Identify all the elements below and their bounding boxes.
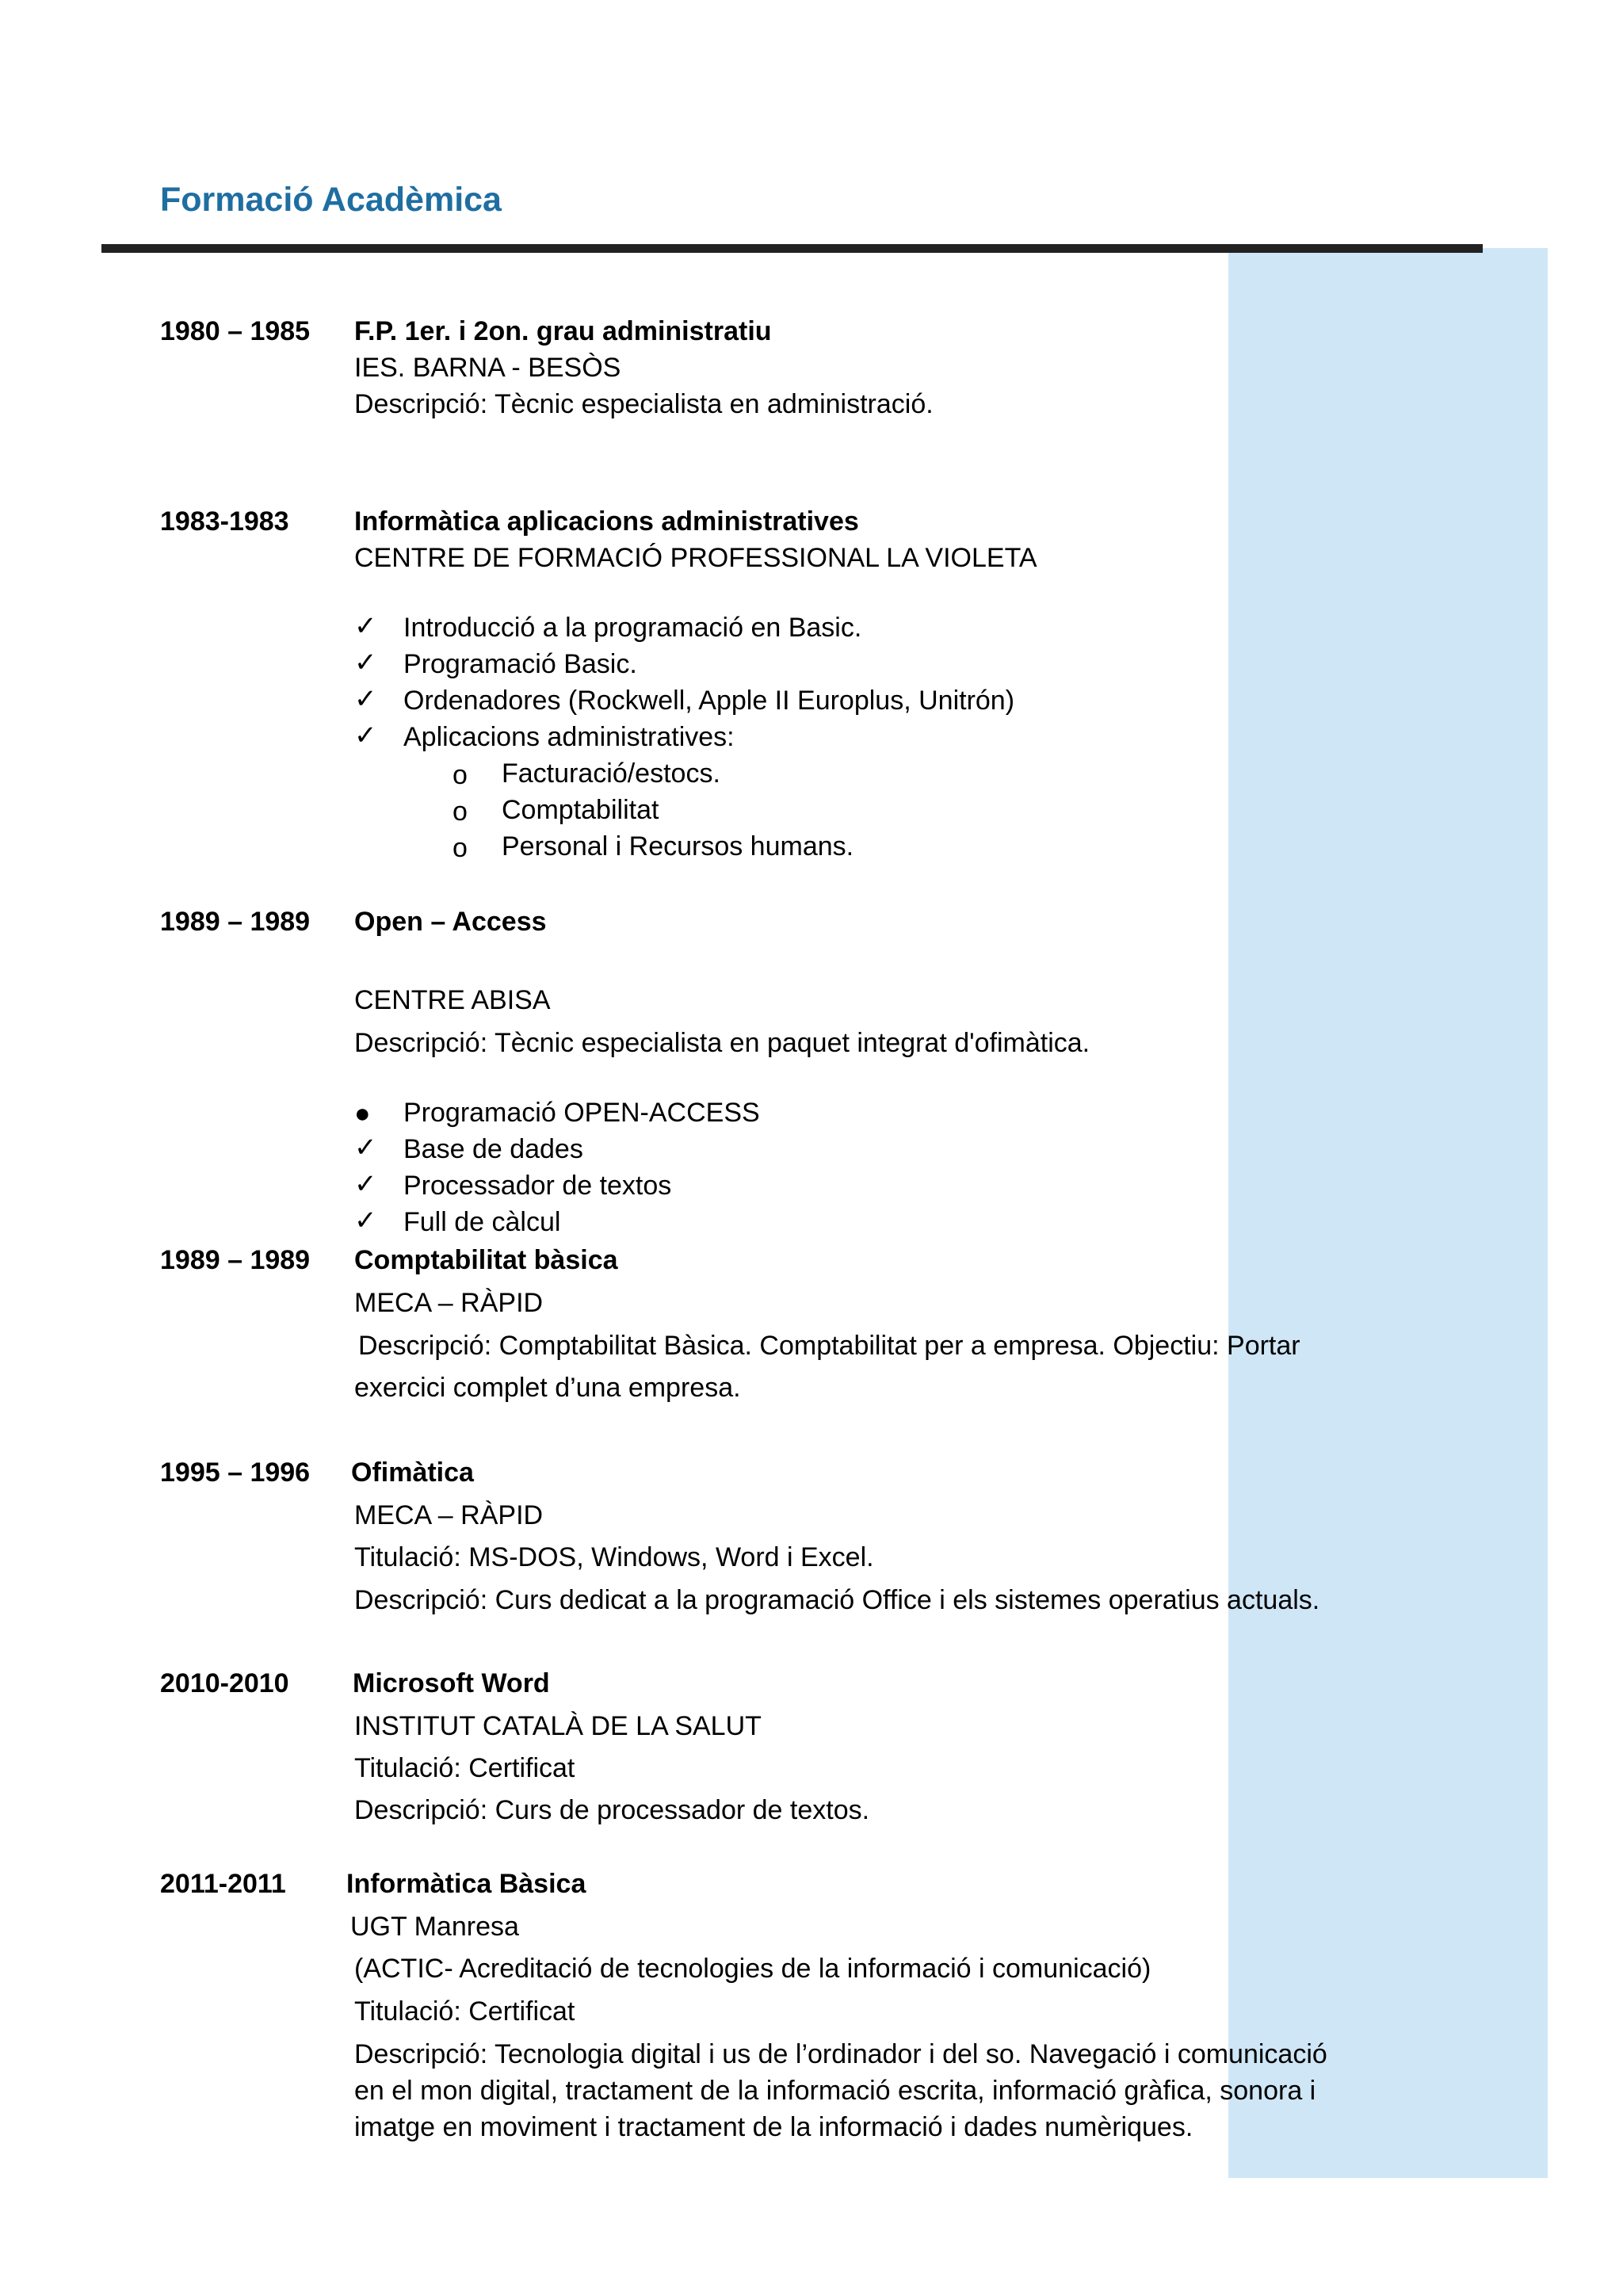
circle-bullet-icon: o xyxy=(453,760,468,790)
entry-line: Descripció: Tecnologia digital i us de l’ordinador i del so. Navegació i comunicació xyxy=(354,2039,1327,2069)
entry-title: Informàtica Bàsica xyxy=(346,1869,586,1899)
entry-line: Titulació: Certificat xyxy=(354,1753,575,1783)
entry-title: F.P. 1er. i 2on. grau administratiu xyxy=(354,316,772,346)
sub-list-item: Comptabilitat xyxy=(502,795,659,825)
circle-bullet-icon: o xyxy=(453,833,468,863)
list-item: Programació OPEN-ACCESS xyxy=(403,1098,760,1128)
sub-list-item: Facturació/estocs. xyxy=(502,758,720,789)
entry-title: Ofimàtica xyxy=(351,1457,474,1488)
entry-date: 1989 – 1989 xyxy=(160,1245,311,1275)
entry-line: Descripció: Curs de processador de textos. xyxy=(354,1795,870,1825)
checkmark-icon: ✓ xyxy=(354,720,377,751)
list-item: Processador de textos xyxy=(403,1171,672,1201)
entry-date: 1980 – 1985 xyxy=(160,316,311,346)
entry-line: imatge en moviment i tractament de la informació i dades numèriques. xyxy=(354,2112,1193,2142)
list-item: Full de càlcul xyxy=(403,1207,561,1237)
heading-rule xyxy=(101,244,1483,253)
entry-line: Descripció: Comptabilitat Bàsica. Comptabilitat per a empresa. Objectiu: Portar xyxy=(358,1331,1300,1361)
entry-line: INSTITUT CATALÀ DE LA SALUT xyxy=(354,1711,762,1741)
entry-title: Microsoft Word xyxy=(353,1668,550,1698)
checkmark-icon: ✓ xyxy=(354,611,377,641)
entry-date: 1995 – 1996 xyxy=(160,1457,311,1488)
list-item: Programació Basic. xyxy=(403,649,637,679)
list-item: Base de dades xyxy=(403,1134,583,1164)
checkmark-icon: ✓ xyxy=(354,1133,377,1163)
entry-line: Descripció: Tècnic especialista en administració. xyxy=(354,389,934,419)
list-item: Ordenadores (Rockwell, Apple II Europlus, Unitrón) xyxy=(403,686,1015,716)
entry-line: Titulació: MS-DOS, Windows, Word i Excel. xyxy=(354,1542,874,1572)
checkmark-icon: ✓ xyxy=(354,1205,377,1236)
entry-line: MECA – RÀPID xyxy=(354,1500,544,1530)
entry-line: IES. BARNA - BESÒS xyxy=(354,353,621,383)
entry-date: 1983-1983 xyxy=(160,506,289,537)
entry-line: MECA – RÀPID xyxy=(354,1288,544,1318)
entry-line: CENTRE DE FORMACIÓ PROFESSIONAL LA VIOLETA xyxy=(354,543,1037,573)
sub-list-item: Personal i Recursos humans. xyxy=(502,831,854,861)
entry-date: 2011-2011 xyxy=(160,1869,286,1899)
entry-line: Descripció: Tècnic especialista en paquet integrat d'ofimàtica. xyxy=(354,1028,1090,1058)
checkmark-icon: ✓ xyxy=(354,648,377,678)
entry-title: Open – Access xyxy=(354,907,547,937)
entry-line: Descripció: Curs dedicat a la programació Office i els sistemes operatius actuals. xyxy=(354,1585,1320,1615)
checkmark-icon: ✓ xyxy=(354,684,377,714)
bullet-icon: ● xyxy=(354,1098,371,1129)
entry-line: UGT Manresa xyxy=(350,1912,519,1942)
entry-title: Comptabilitat bàsica xyxy=(354,1245,618,1275)
section-heading: Formació Acadèmica xyxy=(160,181,502,219)
entry-line: en el mon digital, tractament de la informació escrita, informació gràfica, sonora i xyxy=(354,2076,1316,2106)
entry-date: 1989 – 1989 xyxy=(160,907,311,937)
circle-bullet-icon: o xyxy=(453,797,468,827)
side-panel xyxy=(1228,248,1548,2178)
entry-title: Informàtica aplicacions administratives xyxy=(354,506,859,537)
entry-line: (ACTIC- Acreditació de tecnologies de la informació i comunicació) xyxy=(354,1954,1151,1984)
entry-line: Titulació: Certificat xyxy=(354,1996,575,2027)
entry-line: CENTRE ABISA xyxy=(354,985,551,1015)
checkmark-icon: ✓ xyxy=(354,1169,377,1199)
list-item: Introducció a la programació en Basic. xyxy=(403,613,862,643)
entry-line: exercici complet d’una empresa. xyxy=(354,1373,741,1403)
list-item: Aplicacions administratives: xyxy=(403,722,735,752)
entry-date: 2010-2010 xyxy=(160,1668,289,1698)
